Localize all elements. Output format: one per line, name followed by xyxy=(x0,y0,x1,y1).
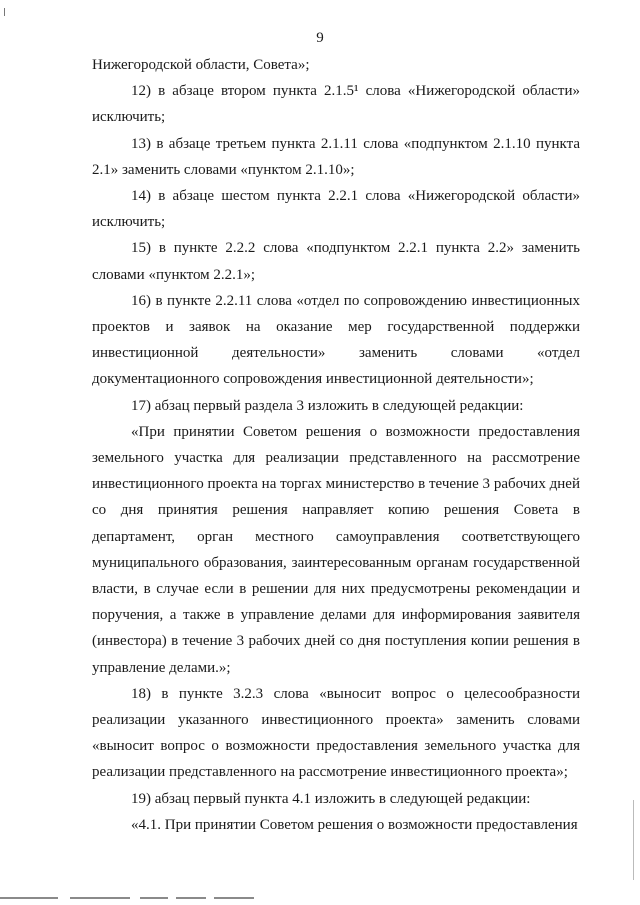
document-body xyxy=(92,52,580,838)
paragraph-item-13: 13) в абзаце третьем пункта 2.1.11 слова «подпунктом 2.1.10 пункта 2.1» заменить словами «пунктом 2.1.10»; xyxy=(92,135,580,178)
scan-bar xyxy=(176,897,206,899)
scan-edge-mark-right xyxy=(633,800,634,880)
paragraph-item-14: 14) в абзаце шестом пункта 2.2.1 слова «Нижегородской области» исключить; xyxy=(92,188,580,231)
paragraph-continuation: Нижегородской области, Совета»; xyxy=(92,57,310,73)
paragraph-item-19: 19) абзац первый пункта 4.1 изложить в следующей редакции: xyxy=(131,790,531,807)
scan-bar xyxy=(70,897,130,899)
scan-bottom-strip xyxy=(0,891,640,905)
page-number: 9 xyxy=(316,30,324,46)
paragraph-item-15: 15) в пункте 2.2.2 слова «подпунктом 2.2.1 пункта 2.2» заменить словами «пунктом 2.2.1»; xyxy=(92,240,580,283)
scan-bar xyxy=(140,897,168,899)
scan-bar xyxy=(0,897,58,899)
paragraph-item-18: 18) в пункте 3.2.3 слова «выносит вопрос о целесообразности реализации указанного инвестиционного проекта» заменить словами «выносит вопрос о возможности предоставления земельного участка для реализации представленного на рассмотрение инвестиционного проекта»; xyxy=(92,685,580,781)
paragraph-item-12: 12) в абзаце втором пункта 2.1.5¹ слова «Нижегородской области» исключить; xyxy=(92,83,580,126)
paragraph-quote-section-3: «При принятии Советом решения о возможности предоставления земельного участка для реализации представленного на рассмотрение инвестиционного проекта на торгах министерство в течение 3 рабочих дней со дня принятия решения направляет копию решения Совета в департамент, орган местного самоуправления соответствующего муниципального образования, заинтересованным органам государственной власти, в случае если в решении для них предусмотрены рекомендации и поручения, а также в управление делами для информирования заявителя (инвестора) в течение 3 рабочих дней со дня поступления копии решения в управление делами.»; xyxy=(92,423,580,676)
paragraph-quote-4-1: «4.1. При принятии Советом решения о возможности предоставления xyxy=(131,816,578,833)
scan-edge-mark xyxy=(4,8,5,16)
paragraph-item-17: 17) абзац первый раздела 3 изложить в следующей редакции: xyxy=(131,397,524,414)
scan-bar xyxy=(214,897,254,899)
paragraph-item-16: 16) в пункте 2.2.11 слова «отдел по сопровождению инвестиционных проектов и заявок на оказание мер государственной поддержки инвестиционной деятельности» заменить словами «отдел документационного сопровождения инвестиционной деятельности»; xyxy=(92,292,580,388)
